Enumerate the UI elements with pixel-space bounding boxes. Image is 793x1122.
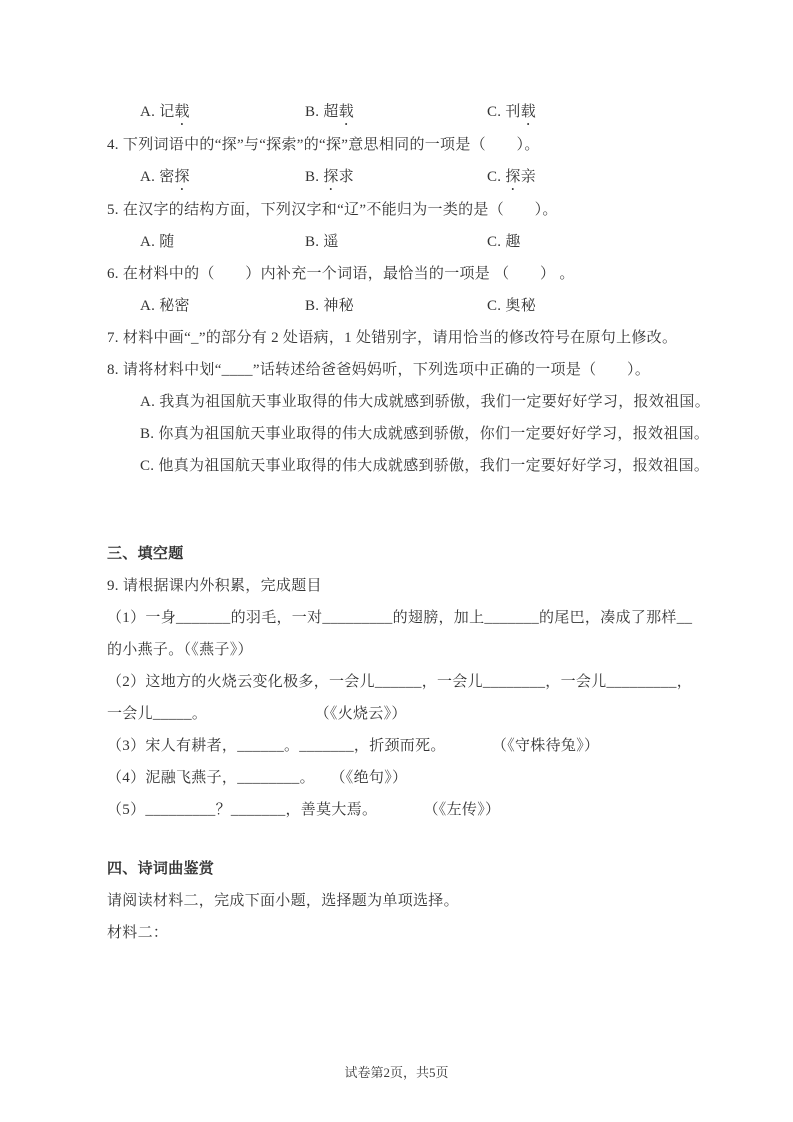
emphasized-char: 载 — [520, 104, 537, 120]
question-4-options-a: A. 密探 — [140, 169, 190, 185]
question-3-options-c: C. 刊载 — [487, 104, 537, 120]
question-5-options-a: A. 随 — [140, 234, 175, 250]
question-6-options-a: A. 秘密 — [140, 298, 190, 314]
question-4: 4. 下列词语中的“探”与“探索”的“探”意思相同的一项是（ ）。 — [107, 137, 540, 153]
question-5-options-b: B. 遥 — [305, 234, 339, 250]
question-4-options-b: B. 探求 — [305, 169, 355, 185]
question-4-options-c: C. 探亲 — [487, 169, 537, 185]
question-9-1: （1）一身_______的羽毛，一对_________的翅膀，加上_______的尾巴，凑成了那样__ — [107, 610, 693, 626]
section-4-instruction: 请阅读材料二，完成下面小题，选择题为单项选择。 — [107, 893, 459, 909]
question-6-options-b: B. 神秘 — [305, 298, 355, 314]
material-2-label: 材料二： — [107, 925, 169, 941]
section-3-heading: 三、填空题 — [107, 546, 184, 562]
question-6-options — [107, 290, 698, 322]
emphasized-char: 探 — [505, 169, 521, 185]
question-5-options-c: C. 趣 — [487, 234, 521, 250]
question-4-options — [107, 161, 698, 194]
question-3-options-b: B. 超载 — [305, 104, 355, 120]
question-9-3: （3）宋人有耕者，______。_______，折颈而死。 （《守株待兔》） — [107, 738, 600, 754]
emphasized-char: 探 — [323, 169, 339, 185]
question-8-option-c: C. 他真为祖国航天事业取得的伟大成就感到骄傲，我们一定要好好学习，报效祖国。 — [140, 458, 710, 474]
question-6: 6. 在材料中的（ ）内补充一个词语，最恰当的一项是 （ ） 。 — [107, 266, 575, 282]
question-9: 9. 请根据课内外积累，完成题目 — [107, 578, 322, 594]
question-6-options-c: C. 奥秘 — [487, 298, 537, 314]
question-7: 7. 材料中画“_”的部分有 2 处语病，1 处错别字，请用恰当的修改符号在原句上修改。 — [107, 330, 678, 346]
question-3-options-a: A. 记载 — [140, 104, 190, 120]
question-9-2: （2）这地方的火烧云变化极多，一会儿______，一会儿________，一会儿_________， — [107, 674, 693, 690]
emphasized-char: 探 — [174, 169, 190, 185]
section-4-heading: 四、诗词曲鉴赏 — [107, 861, 215, 877]
question-9-2-cont: 一会儿_____。 （《火烧云》） — [107, 706, 407, 722]
question-8-option-b: B. 你真为祖国航天事业取得的伟大成就感到骄傲，你们一定要好好学习，报效祖国。 — [140, 426, 710, 442]
page-footer: 试卷第2页，共5页 — [344, 1065, 449, 1080]
question-5: 5. 在汉字的结构方面，下列汉字和“辽”不能归为一类的是（ ）。 — [107, 202, 558, 218]
question-3-options — [107, 96, 698, 129]
question-8: 8. 请将材料中划“____”话转述给爸爸妈妈听，下列选项中正确的一项是（ ）。 — [107, 362, 651, 378]
question-9-5: （5）_________？_______，善莫大焉。 （《左传》） — [107, 802, 501, 818]
question-5-options — [107, 226, 698, 258]
emphasized-char: 载 — [338, 104, 355, 120]
question-8-option-a: A. 我真为祖国航天事业取得的伟大成就感到骄傲，我们一定要好好学习，报效祖国。 — [140, 394, 711, 410]
question-9-4: （4）泥融飞燕子，________。 （《绝句》） — [107, 770, 408, 786]
emphasized-char: 载 — [174, 104, 190, 120]
question-9-1-cont: 的小燕子。（《燕子》） — [107, 642, 253, 658]
